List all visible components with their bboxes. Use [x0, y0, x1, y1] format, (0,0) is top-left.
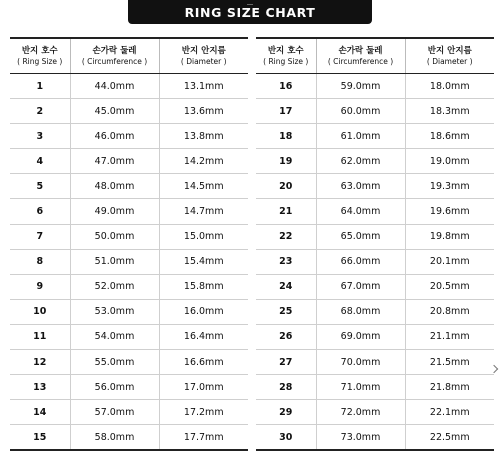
diameter-cell: 19.8mm — [405, 224, 494, 249]
ring-size-cell: 3 — [10, 124, 70, 149]
ring-size-table-left — [10, 37, 248, 451]
table-row — [10, 249, 248, 274]
diameter-cell: 21.5mm — [405, 350, 494, 375]
ring-size-cell: 24 — [256, 274, 316, 299]
circumference-cell: 46.0mm — [70, 124, 159, 149]
ring-size-cell: 29 — [256, 400, 316, 425]
ring-size-cell: 21 — [256, 199, 316, 224]
ring-size-chart — [10, 37, 490, 443]
header-diameter-ko: 반지 안지름 — [181, 45, 226, 56]
table-row — [10, 74, 248, 99]
header-circumference-en: ( Circumference ) — [81, 56, 148, 66]
ring-size-cell: 15 — [10, 425, 70, 451]
circumference-cell: 72.0mm — [316, 400, 405, 425]
circumference-cell: 52.0mm — [70, 274, 159, 299]
circumference-cell: 44.0mm — [70, 74, 159, 99]
table-row — [256, 324, 494, 349]
table-row — [256, 124, 494, 149]
circumference-cell: 65.0mm — [316, 224, 405, 249]
header-ring-size — [256, 38, 316, 74]
chart-title: RING SIZE CHART — [184, 4, 316, 20]
circumference-cell: 68.0mm — [316, 299, 405, 324]
ring-size-cell: 28 — [256, 375, 316, 400]
circumference-cell: 51.0mm — [70, 249, 159, 274]
diameter-cell: 22.1mm — [405, 400, 494, 425]
table-row — [10, 299, 248, 324]
diameter-cell: 17.0mm — [159, 375, 248, 400]
table-row — [10, 124, 248, 149]
circumference-cell: 56.0mm — [70, 375, 159, 400]
circumference-cell: 45.0mm — [70, 99, 159, 124]
table-row — [256, 224, 494, 249]
table-row — [256, 299, 494, 324]
title-decoration — [247, 1, 253, 5]
ring-size-cell: 26 — [256, 324, 316, 349]
table-row — [256, 249, 494, 274]
ring-size-cell: 9 — [10, 274, 70, 299]
diameter-cell: 20.8mm — [405, 299, 494, 324]
circumference-cell: 50.0mm — [70, 224, 159, 249]
ring-size-cell: 10 — [10, 299, 70, 324]
table-row — [256, 149, 494, 174]
diameter-cell: 18.6mm — [405, 124, 494, 149]
diameter-cell: 19.0mm — [405, 149, 494, 174]
ring-size-cell: 11 — [10, 324, 70, 349]
circumference-cell: 69.0mm — [316, 324, 405, 349]
circumference-cell: 61.0mm — [316, 124, 405, 149]
diameter-cell: 18.0mm — [405, 74, 494, 99]
circumference-cell: 66.0mm — [316, 249, 405, 274]
ring-size-cell: 12 — [10, 350, 70, 375]
ring-size-cell: 16 — [279, 80, 293, 92]
circumference-cell: 70.0mm — [316, 350, 405, 375]
ring-size-cell: 18 — [256, 124, 316, 149]
ring-size-table-right — [256, 37, 494, 451]
header-diameter-en: ( Diameter ) — [426, 56, 473, 66]
ring-size-cell: 8 — [10, 249, 70, 274]
table-header-row — [256, 38, 494, 74]
diameter-cell: 14.5mm — [159, 174, 248, 199]
ring-size-cell: 27 — [256, 350, 316, 375]
table-row — [256, 99, 494, 124]
circumference-cell: 48.0mm — [70, 174, 159, 199]
ring-size-cell: 25 — [256, 299, 316, 324]
table-row — [256, 74, 494, 99]
circumference-cell: 53.0mm — [70, 299, 159, 324]
header-circumference-ko: 손가락 둘레 — [92, 45, 137, 56]
diameter-cell: 20.5mm — [405, 274, 494, 299]
diameter-cell: 22.5mm — [405, 425, 494, 451]
ring-size-cell: 20 — [256, 174, 316, 199]
table-row — [10, 324, 248, 349]
header-diameter-en: ( Diameter ) — [180, 56, 227, 66]
header-circumference — [316, 38, 405, 74]
circumference-cell: 71.0mm — [316, 375, 405, 400]
diameter-cell: 17.2mm — [159, 400, 248, 425]
circumference-cell: 47.0mm — [70, 149, 159, 174]
table-row — [10, 199, 248, 224]
diameter-cell: 16.4mm — [159, 324, 248, 349]
header-diameter — [405, 38, 494, 74]
circumference-cell: 63.0mm — [316, 174, 405, 199]
header-ring-size-en: ( Ring Size ) — [263, 56, 309, 66]
ring-size-cell: 4 — [10, 149, 70, 174]
ring-size-cell: 5 — [10, 174, 70, 199]
header-circumference-ko: 손가락 둘레 — [338, 45, 383, 56]
circumference-cell: 57.0mm — [70, 400, 159, 425]
circumference-cell: 58.0mm — [70, 425, 159, 451]
table-row — [10, 350, 248, 375]
header-circumference-en: ( Circumference ) — [327, 56, 394, 66]
circumference-cell: 73.0mm — [316, 425, 405, 451]
ring-size-cell: 2 — [10, 99, 70, 124]
ring-size-cell: 7 — [10, 224, 70, 249]
diameter-cell: 17.7mm — [159, 425, 248, 451]
diameter-cell: 21.1mm — [405, 324, 494, 349]
table-row — [10, 425, 248, 451]
ring-size-cell: 1 — [36, 80, 44, 92]
header-ring-size — [10, 38, 70, 74]
diameter-cell: 21.8mm — [405, 375, 494, 400]
ring-size-cell: 13 — [10, 375, 70, 400]
ring-size-cell: 30 — [256, 425, 316, 451]
table-row — [256, 425, 494, 451]
table-row — [10, 400, 248, 425]
table-row — [256, 375, 494, 400]
table-row — [10, 375, 248, 400]
header-ring-size-ko: 반지 호수 — [21, 45, 58, 56]
table-row — [10, 224, 248, 249]
table-row — [10, 274, 248, 299]
table-row — [10, 149, 248, 174]
table-row — [256, 199, 494, 224]
header-circumference — [70, 38, 159, 74]
circumference-cell: 55.0mm — [70, 350, 159, 375]
table-row — [256, 350, 494, 375]
ring-size-cell: 14 — [10, 400, 70, 425]
header-diameter-ko: 반지 안지름 — [427, 45, 472, 56]
circumference-cell: 49.0mm — [70, 199, 159, 224]
table-header-row — [10, 38, 248, 74]
diameter-cell: 14.7mm — [159, 199, 248, 224]
diameter-cell: 15.8mm — [159, 274, 248, 299]
diameter-cell: 16.6mm — [159, 350, 248, 375]
table-row — [10, 174, 248, 199]
circumference-cell: 54.0mm — [70, 324, 159, 349]
diameter-cell: 13.1mm — [159, 74, 248, 99]
circumference-cell: 60.0mm — [316, 99, 405, 124]
ring-size-cell: 6 — [10, 199, 70, 224]
diameter-cell: 20.1mm — [405, 249, 494, 274]
ring-size-cell: 23 — [256, 249, 316, 274]
table-row — [256, 274, 494, 299]
diameter-cell: 14.2mm — [159, 149, 248, 174]
diameter-cell: 19.6mm — [405, 199, 494, 224]
table-row — [256, 174, 494, 199]
table-right-body — [256, 38, 494, 450]
diameter-cell: 19.3mm — [405, 174, 494, 199]
header-diameter — [159, 38, 248, 74]
header-ring-size-en: ( Ring Size ) — [17, 56, 63, 66]
circumference-cell: 64.0mm — [316, 199, 405, 224]
table-left-body — [10, 38, 248, 450]
ring-size-cell: 19 — [256, 149, 316, 174]
circumference-cell: 62.0mm — [316, 149, 405, 174]
diameter-cell: 18.3mm — [405, 99, 494, 124]
table-row — [10, 99, 248, 124]
diameter-cell: 15.0mm — [159, 224, 248, 249]
diameter-cell: 16.0mm — [159, 299, 248, 324]
diameter-cell: 13.6mm — [159, 99, 248, 124]
header-ring-size-ko: 반지 호수 — [267, 45, 304, 56]
table-row — [256, 400, 494, 425]
diameter-cell: 15.4mm — [159, 249, 248, 274]
ring-size-cell: 22 — [256, 224, 316, 249]
circumference-cell: 59.0mm — [316, 74, 405, 99]
ring-size-cell: 17 — [256, 99, 316, 124]
circumference-cell: 67.0mm — [316, 274, 405, 299]
diameter-cell: 13.8mm — [159, 124, 248, 149]
